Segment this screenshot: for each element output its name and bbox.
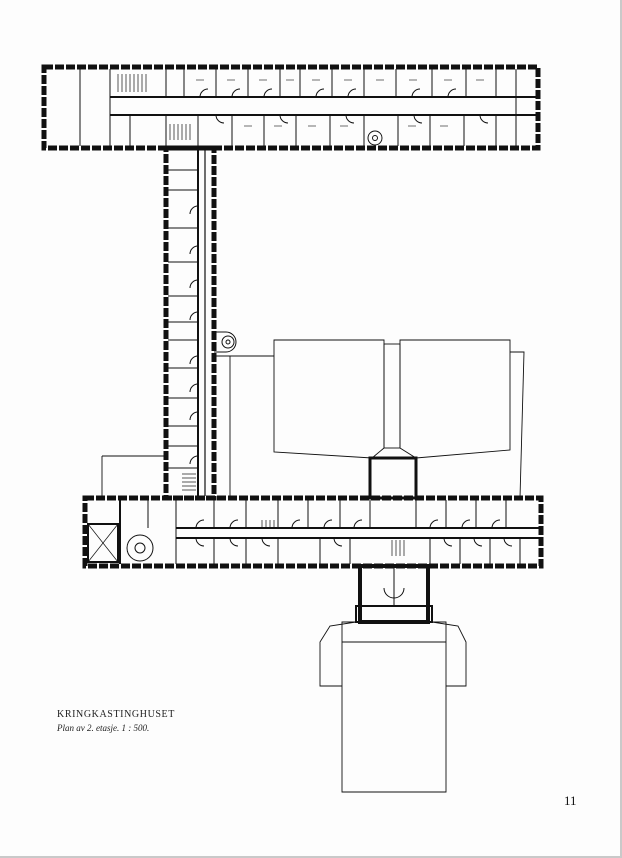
page-number: 11 <box>564 793 577 808</box>
plan-caption-title: KRINGKASTINGHUSET <box>57 709 175 720</box>
forecourt-outline <box>320 622 466 792</box>
central-link <box>370 458 416 498</box>
south-wing <box>85 498 541 566</box>
entrance-block <box>356 566 432 622</box>
north-wing <box>44 67 538 148</box>
west-wing <box>166 148 236 498</box>
plan-caption-subtitle: Plan av 2. etasje. 1 : 500. <box>57 723 150 733</box>
